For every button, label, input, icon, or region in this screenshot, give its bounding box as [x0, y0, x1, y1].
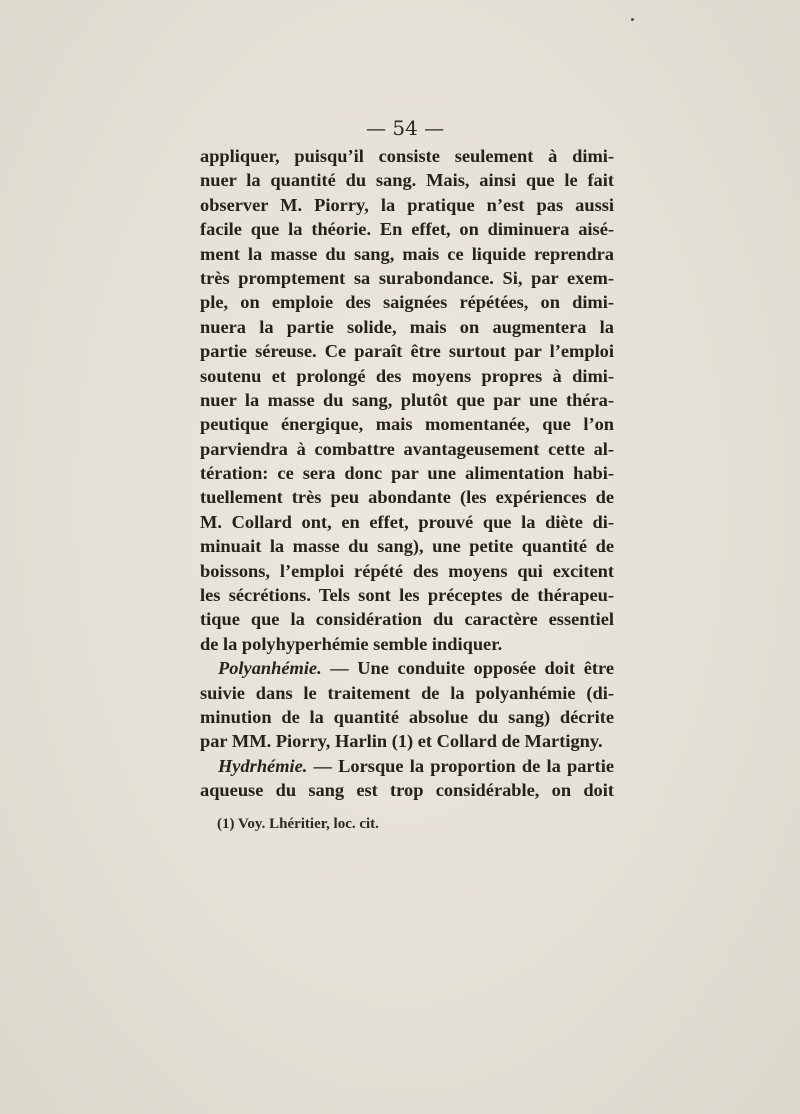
- paragraph-hydrhemie-text: — Lorsque la proportion de la partie: [307, 755, 614, 776]
- text-line: très promptement sa surabondance. Si, par exem-: [200, 267, 614, 288]
- text-line: ment la masse du sang, mais ce liquide reprendra: [200, 243, 614, 264]
- text-line: nuera la partie solide, mais on augmentera la: [200, 316, 614, 337]
- term-polyanhemie: Polyanhémie.: [218, 658, 322, 679]
- text-line: tération: ce sera donc par une alimentation habi-: [200, 463, 614, 484]
- text-line: minution de la quantité absolue du sang) décrite: [200, 706, 614, 727]
- text-line: boissons, l’emploi répété des moyens qui excitent: [200, 560, 614, 581]
- text-line: observer M. Piorry, la pratique n’est pas aussi: [200, 194, 614, 215]
- text-line: ple, on emploie des saignées répétées, on dimi-: [200, 292, 614, 313]
- text-line: aqueuse du sang est trop considérable, on doit: [200, 780, 614, 801]
- paper-speck: [631, 18, 634, 21]
- text-line: appliquer, puisqu’il consiste seulement à dimi-: [200, 146, 614, 166]
- text-line: suivie dans le traitement de la polyanhémie (di-: [200, 682, 614, 703]
- page-number: — 54 —: [366, 116, 445, 140]
- text-line: M. Collard ont, en effet, prouvé que la diète di-: [200, 511, 614, 532]
- paragraph-polyanhemie-heading: [200, 656, 614, 680]
- text-line: parviendra à combattre avantageusement cette al-: [200, 438, 614, 459]
- paragraph-hydrhemie-heading: [200, 754, 614, 778]
- paragraph-polyanhemie-text: — Une conduite opposée doit être: [321, 658, 614, 679]
- text-line: de la polyhyperhémie semble indiquer.: [200, 633, 503, 654]
- text-line: les sécrétions. Tels sont les préceptes de thérapeu-: [200, 585, 614, 606]
- text-line: facile que la théorie. En effet, on diminuera aisé-: [200, 219, 614, 240]
- text-line: soutenu et prolongé des moyens propres à dimi-: [200, 365, 614, 386]
- main-text: [200, 144, 614, 803]
- footnote: (1) Voy. Lhéritier, loc. cit.: [217, 816, 379, 832]
- text-line: peutique énergique, mais momentanée, que l’on: [200, 414, 614, 435]
- term-hydrhemie: Hydrhémie.: [218, 755, 308, 776]
- text-line: tuellement très peu abondante (les expériences de: [200, 487, 614, 508]
- text-line: nuer la quantité du sang. Mais, ainsi que le fait: [200, 170, 614, 191]
- text-line: nuer la masse du sang, plutôt que par une théra-: [200, 389, 614, 410]
- text-line: minuait la masse du sang), une petite quantité de: [200, 536, 614, 557]
- text-line: partie séreuse. Ce paraît être surtout par l’emploi: [200, 341, 614, 362]
- text-line: par MM. Piorry, Harlin (1) et Collard de Martigny.: [200, 731, 603, 752]
- text-line: tique que la considération du caractère essentiel: [200, 609, 614, 630]
